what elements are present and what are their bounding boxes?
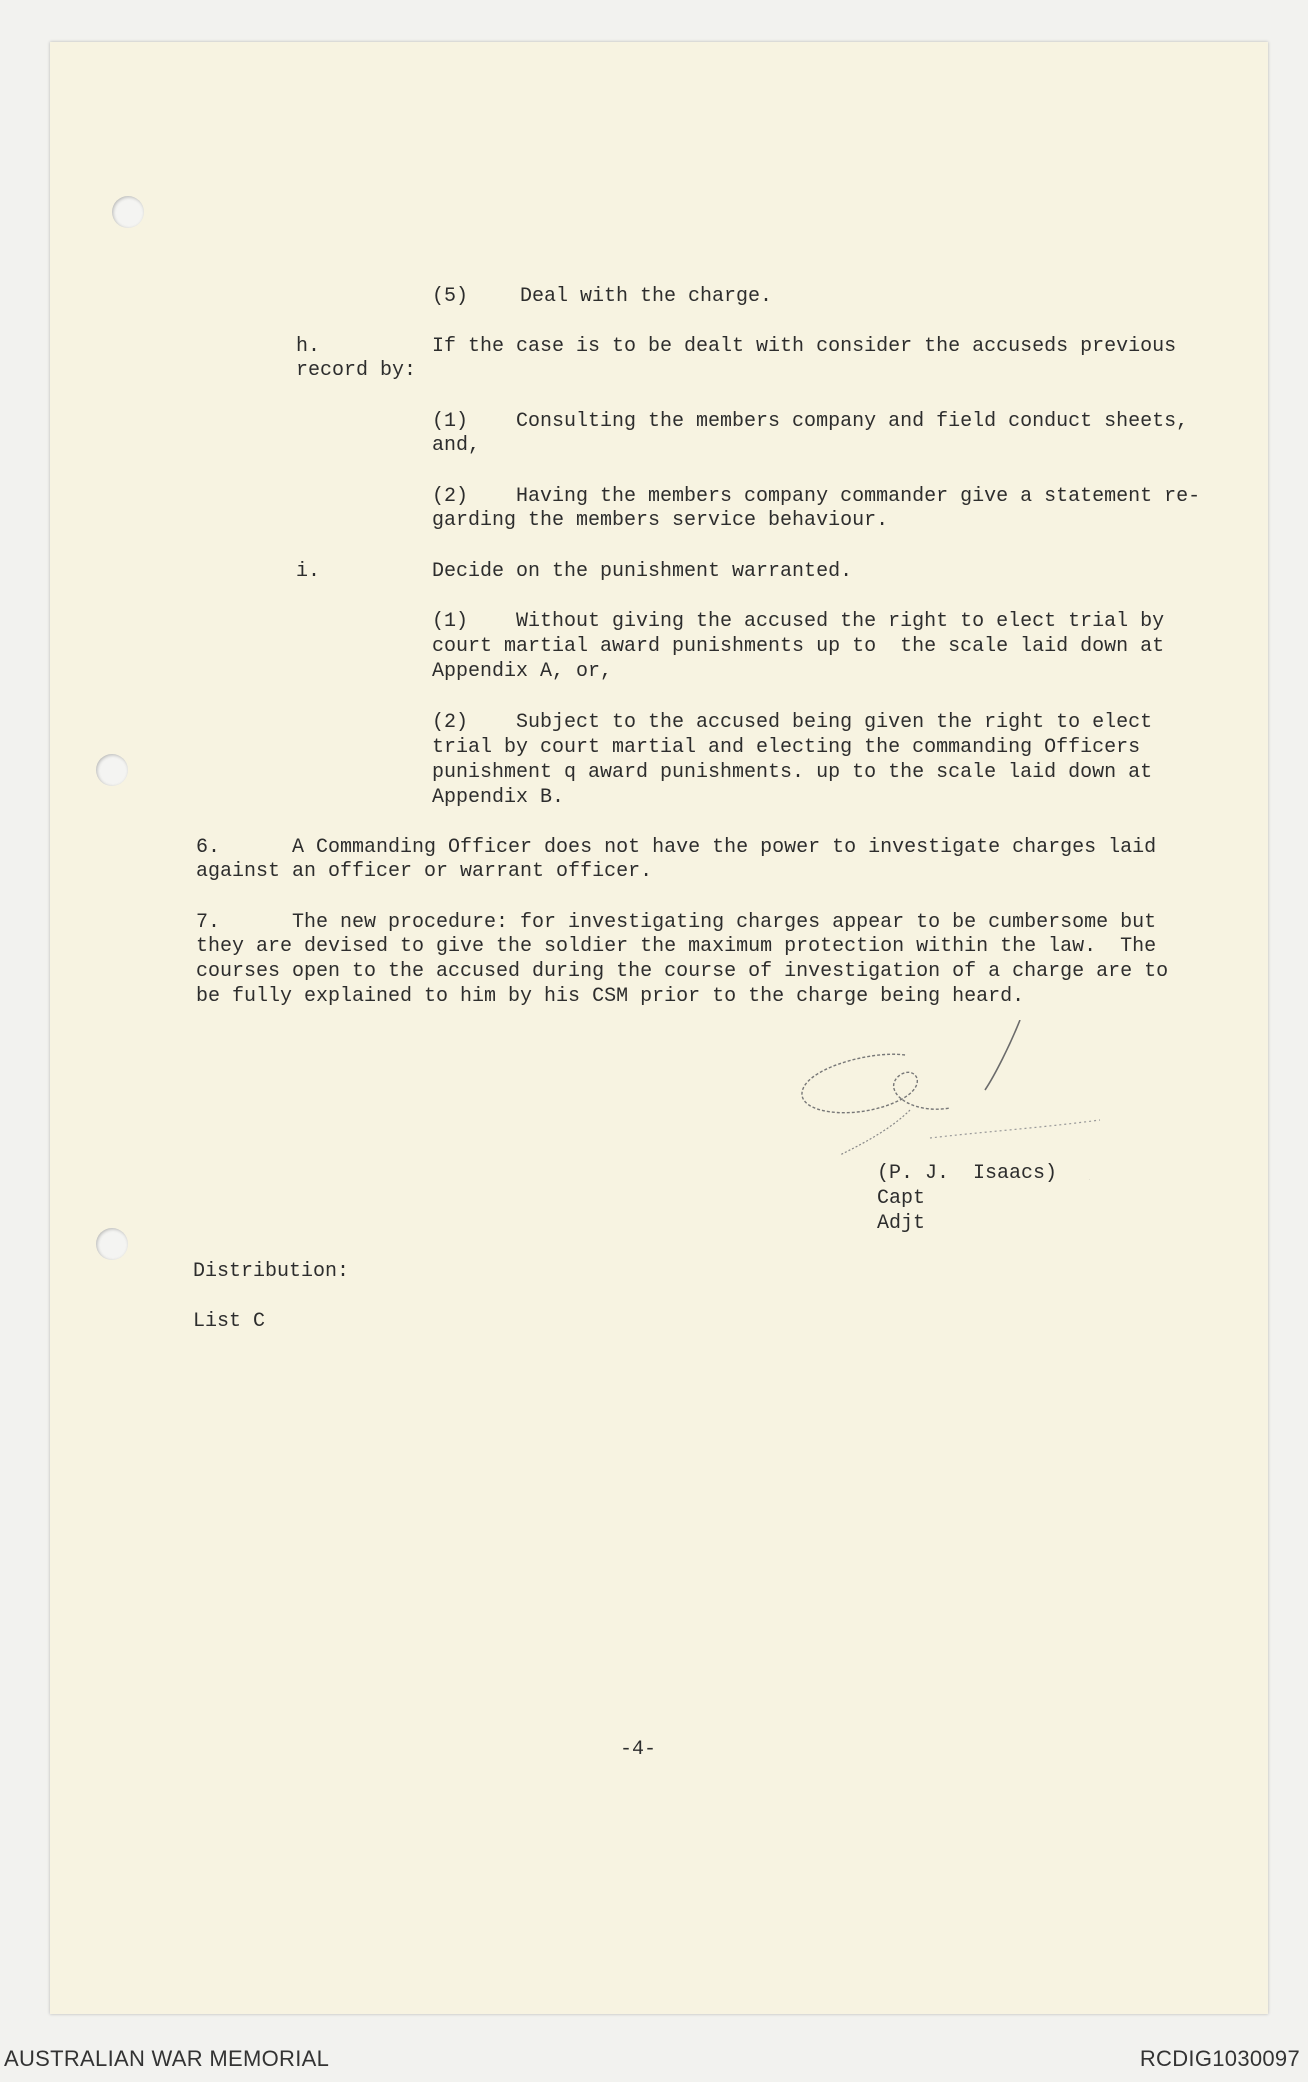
paragraph-7-line-2: they are devised to give the soldier the maximum protection within the law. The [196, 935, 1157, 958]
punch-hole-bottom [96, 1228, 128, 1260]
paragraph-7-line-1: 7. The new procedure: for investigating charges appear to be cumbersome but [196, 911, 1157, 934]
item-i-text: Decide on the punishment warranted. [432, 560, 853, 583]
item-i1-line-3: Appendix A, or, [432, 660, 613, 683]
item-h-line-1: If the case is to be dealt with consider the accuseds previous [432, 335, 1177, 358]
page-number: -4- [620, 1738, 657, 1761]
paragraph-6-line-2: against an officer or warrant officer. [196, 860, 653, 883]
distribution-list: List C [193, 1310, 266, 1333]
item-i-label: i. [296, 560, 321, 583]
item-i2-line-3: punishment q award punishments. up to the scale laid down at [432, 761, 1153, 784]
paragraph-6-line-1: 6. A Commanding Officer does not have the power to investigate charges laid [196, 836, 1157, 859]
punch-hole-middle [96, 754, 128, 786]
item-i2-line-1: (2) Subject to the accused being given the right to elect [432, 711, 1153, 734]
signatory-rank: Capt [877, 1187, 926, 1210]
distribution-heading: Distribution: [193, 1260, 350, 1283]
footer-record-id: RCDIG1030097 [1139, 2046, 1300, 2071]
signatory-appointment: Adjt [877, 1212, 926, 1235]
item-h1-line-2: and, [432, 434, 481, 457]
item-h-label: h. [296, 335, 321, 358]
paragraph-7-line-3: courses open to the accused during the course of investigation of a charge are to [196, 960, 1169, 983]
item-h2-line-1: (2) Having the members company commander give a statement re- [432, 485, 1201, 508]
paragraph-7-line-4: be fully explained to him by his CSM prior to the charge being heard. [196, 985, 1025, 1008]
item-5-number: (5) [432, 285, 469, 308]
item-i2-line-4: Appendix B. [432, 786, 565, 809]
footer-institution: AUSTRALIAN WAR MEMORIAL [4, 2046, 330, 2071]
item-i2-line-2: trial by court martial and electing the commanding Officers [432, 736, 1141, 759]
item-h2-line-2: garding the members service behaviour. [432, 509, 889, 532]
item-h1-line-1: (1) Consulting the members company and field conduct sheets, [432, 410, 1189, 433]
item-i1-line-2: court martial award punishments up to the scale laid down at [432, 635, 1165, 658]
signatory-name: (P. J. Isaacs) [877, 1162, 1058, 1185]
item-h-line-2: record by: [296, 359, 417, 382]
item-i1-line-1: (1) Without giving the accused the right to elect trial by [432, 610, 1165, 633]
item-5-text: Deal with the charge. [520, 285, 773, 308]
punch-hole-top [112, 196, 144, 228]
handwritten-signature [790, 1020, 1130, 1180]
